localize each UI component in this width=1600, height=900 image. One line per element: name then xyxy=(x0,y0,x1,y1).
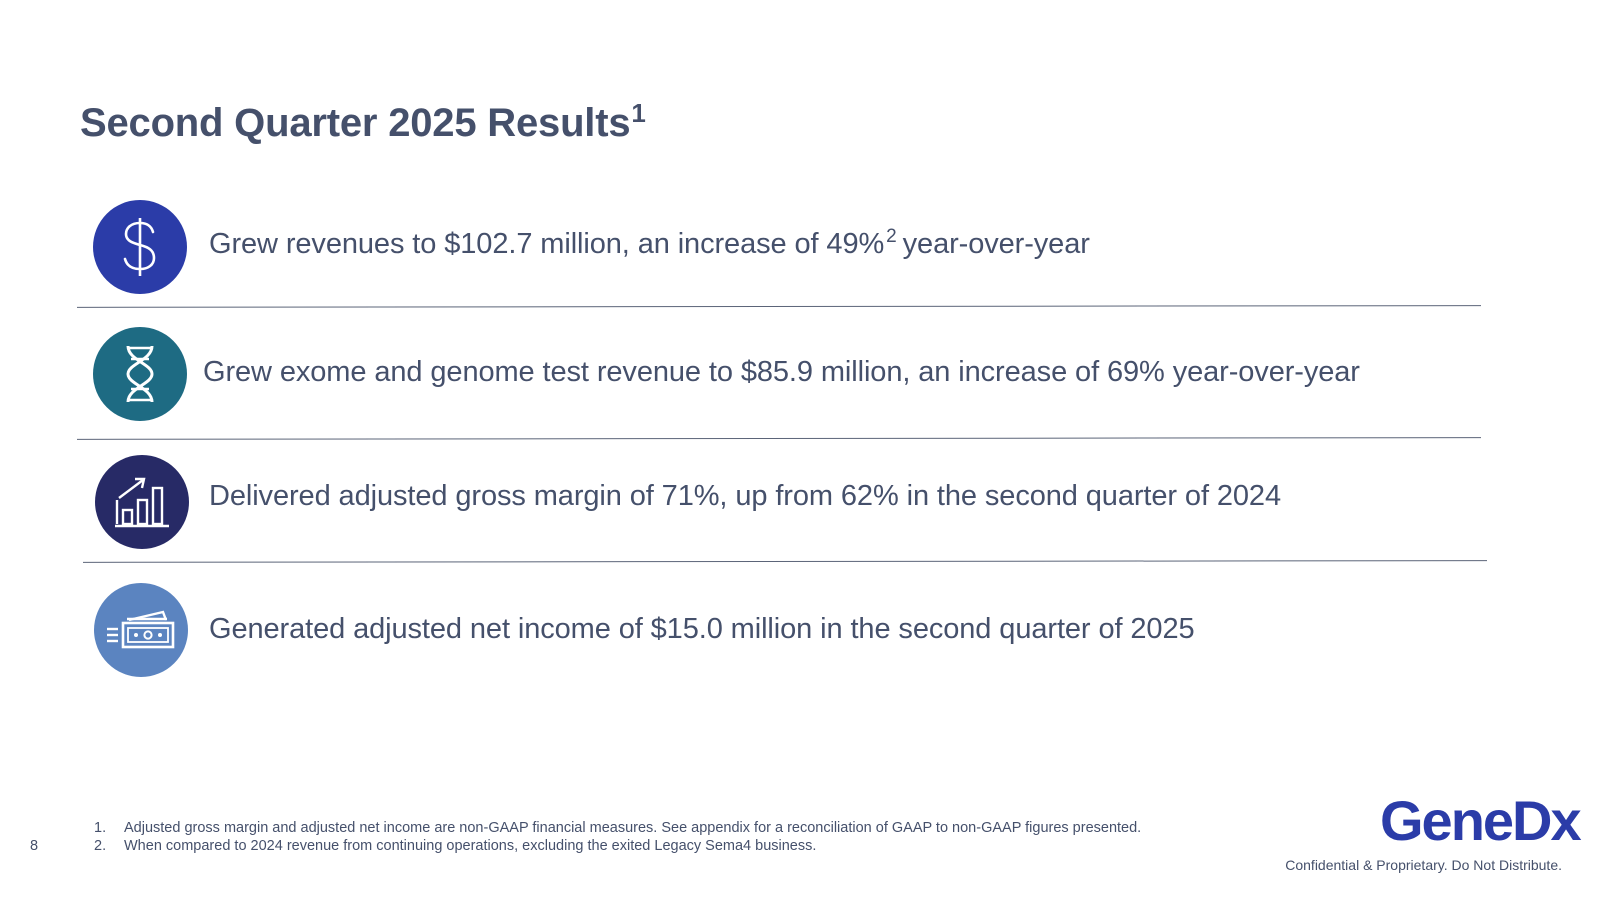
logo-wordmark: GeneDx xyxy=(1380,789,1580,852)
slide-title-text: Second Quarter 2025 Results xyxy=(80,101,631,145)
net-income-highlight: Generated adjusted net income of $15.0 million in the second quarter of 2025 xyxy=(209,613,1195,645)
page-number: 8 xyxy=(30,838,39,854)
footnote-number: 1. xyxy=(94,820,107,836)
revenue-highlight xyxy=(209,226,1090,261)
money-bills-icon xyxy=(94,583,188,677)
bar-chart-growth-icon xyxy=(95,455,189,549)
footnote-2 xyxy=(94,838,1141,856)
row-divider xyxy=(83,560,1487,563)
footnote-text: Adjusted gross margin and adjusted net income are non-GAAP financial measures. See appendix for a reconciliation of GAAP to non-GAAP figures presented. xyxy=(124,820,1142,836)
footnote-text: When compared to 2024 revenue from continuing operations, excluding the exited Legacy Sema4 business. xyxy=(124,837,817,854)
footnote-1 xyxy=(94,820,1141,838)
slide-title xyxy=(80,98,646,146)
confidential-notice: Confidential & Proprietary. Do Not Distribute. xyxy=(1285,857,1562,873)
genedx-logo xyxy=(1380,789,1580,856)
exome-genome-highlight: Grew exome and genome test revenue to $85.9 million, an increase of 69% year-over-year xyxy=(203,356,1360,388)
revenue-text: Grew revenues to $102.7 million, an increase of 49% xyxy=(209,228,885,260)
dollar-sign-icon xyxy=(93,200,187,294)
footnotes xyxy=(94,820,1141,855)
dna-icon xyxy=(93,327,187,421)
gross-margin-highlight: Delivered adjusted gross margin of 71%, up from 62% in the second quarter of 2024 xyxy=(209,480,1281,512)
row-divider xyxy=(77,437,1481,440)
row-divider xyxy=(77,305,1481,308)
revenue-footnote-marker: 2 xyxy=(886,226,897,247)
title-footnote-marker: 1 xyxy=(631,98,646,128)
footnote-number: 2. xyxy=(94,837,107,854)
revenue-text-suffix: year-over-year xyxy=(902,228,1090,260)
